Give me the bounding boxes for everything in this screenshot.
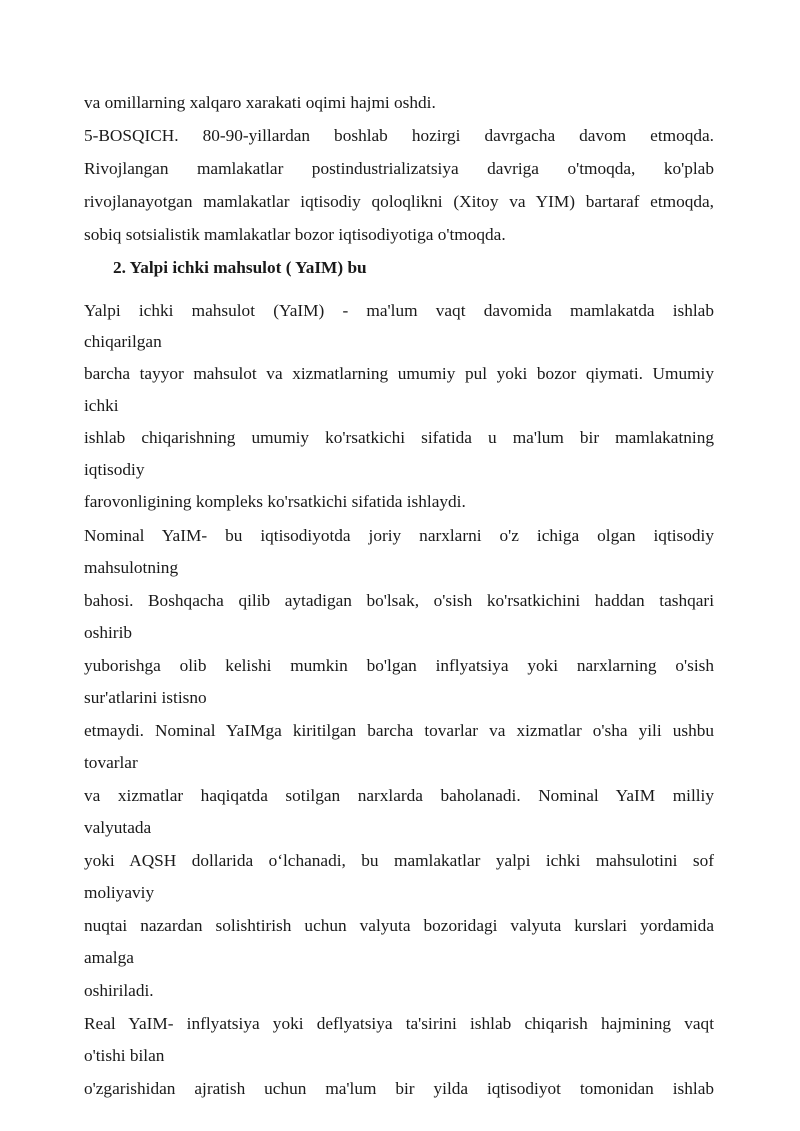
text-line: iqtisodiy [84,460,145,479]
text-line: yoki AQSH dollarida o‘lchanadi, bu mamlakatlar yalpi ichki mahsulotini sof [84,851,714,870]
text-line: etmaydi. Nominal YaIMga kiritilgan barcha tovarlar va xizmatlar o'sha yili ushbu [84,721,714,740]
text-line: rivojlanayotgan mamlakatlar iqtisodiy qoloqlikni (Xitoy va YIM) bartaraf etmoqda, [84,192,714,211]
text-line: Nominal YaIM- bu iqtisodiyotda joriy narxlarni o'z ichiga olgan iqtisodiy [84,526,714,545]
text-line: ishlab chiqarishning umumiy ko'rsatkichi sifatida u ma'lum bir mamlakatning [84,428,714,447]
text-line: o'tishi bilan [84,1046,165,1065]
text-line: Yalpi ichki mahsulot (YaIM) - ma'lum vaqt davomida mamlakatda ishlab [84,301,714,320]
text-line: nuqtai nazardan solishtirish uchun valyuta bozoridagi valyuta kurslari yordamida [84,916,714,935]
text-line: Real YaIM- inflyatsiya yoki deflyatsiya ta'sirini ishlab chiqarish hajmining vaqt [84,1014,714,1033]
text-line: bahosi. Boshqacha qilib aytadigan bo'lsak, o'sish ko'rsatkichini haddan tashqari [84,591,714,610]
text-line: va omillarning xalqaro xarakati oqimi hajmi oshdi. [84,93,436,112]
text-line: barcha tayyor mahsulot va xizmatlarning umumiy pul yoki bozor qiymati. Umumiy [84,364,714,383]
text-line: sobiq sotsialistik mamlakatlar bozor iqtisodiyotiga o'tmoqda. [84,225,506,244]
text-line: Rivojlangan mamlakatlar postindustrializatsiya davriga o'tmoqda, ko'plab [84,159,714,178]
text-line: chiqarilgan [84,332,162,351]
text-line: moliyaviy [84,883,155,902]
text-line: oshiriladi. [84,981,154,1000]
text-line: farovonligining kompleks ko'rsatkichi sifatida ishlaydi. [84,492,466,511]
text-line: yuborishga olib kelishi mumkin bo'lgan inflyatsiya yoki narxlarning o'sish [84,656,714,675]
text-line: 5-BOSQICH. 80-90-yillardan boshlab hozirgi davrgacha davom etmoqda. [84,126,714,145]
text-line: ichki [84,396,119,415]
section-heading: 2. Yalpi ichki mahsulot ( YaIM) bu [113,258,367,277]
text-line: sur'atlarini istisno [84,688,207,707]
text-line: tovarlar [84,753,138,772]
text-line: oshirib [84,623,133,642]
text-line: va xizmatlar haqiqatda sotilgan narxlarda baholanadi. Nominal YaIM milliy [84,786,714,805]
text-line: amalga [84,948,134,967]
text-line: o'zgarishidan ajratish uchun ma'lum bir yilda iqtisodiyot tomonidan ishlab [84,1079,714,1098]
text-line: valyutada [84,818,152,837]
text-line: mahsulotning [84,558,179,577]
